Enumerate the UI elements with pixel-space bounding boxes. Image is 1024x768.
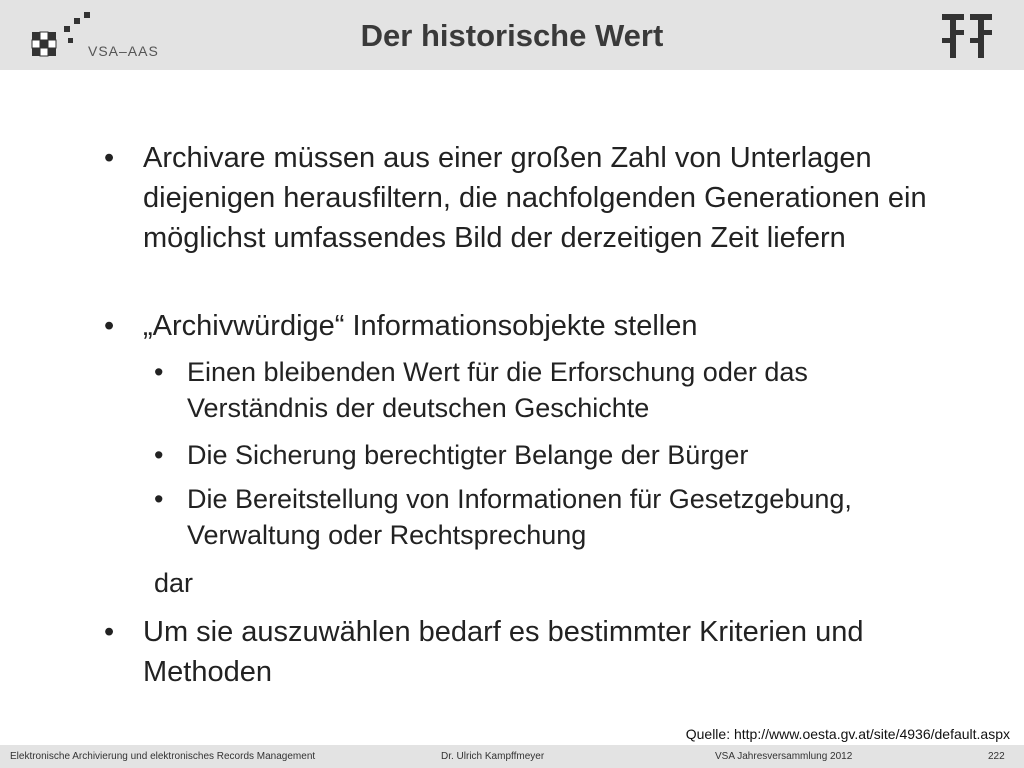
sub-bullet-marker: •: [154, 484, 164, 514]
sub-bullet-marker: •: [154, 440, 164, 470]
sub-bullet-item: Die Sicherung berechtigter Belange der Bürger: [187, 440, 749, 470]
footer-left-text: Elektronische Archivierung und elektronisches Records Management: [10, 751, 316, 762]
footer-event: VSA Jahresversammlung 2012: [715, 751, 853, 762]
sub-bullet-item: Einen bleibenden Wert für die Erforschung oder das Verständnis der deutschen Geschichte: [187, 357, 808, 423]
bullet-marker: •: [104, 616, 115, 648]
footer-author: Dr. Ulrich Kampffmeyer: [441, 751, 545, 762]
bullet-marker: •: [104, 310, 115, 342]
sub-bullet-marker: •: [154, 357, 164, 387]
bullet-marker: •: [104, 142, 115, 174]
bullet-item: Um sie auszuwählen bedarf es bestimmter Kriterien und Methoden: [143, 616, 864, 688]
logo-text: VSA–AAS: [88, 43, 159, 59]
continuation-text: dar: [154, 568, 194, 598]
page-number: 222: [988, 751, 1005, 762]
sub-bullet-item: Die Bereitstellung von Informationen für Gesetzgebung, Verwaltung oder Rechtsprechung: [187, 484, 852, 550]
page-title: Der historische Wert: [360, 18, 664, 53]
footer-bar: [0, 745, 1024, 768]
bullet-item: „Archivwürdige“ Informationsobjekte stellen: [143, 310, 698, 342]
bullet-item: Archivare müssen aus einer großen Zahl von Unterlagen diejenigen herausfiltern, die nachfolgenden Generationen ein möglichst umfassendes Bild der derzeitigen Zeit liefern: [143, 142, 927, 254]
source-note: Quelle: http://www.oesta.gv.at/site/4936/default.aspx: [685, 726, 1010, 742]
